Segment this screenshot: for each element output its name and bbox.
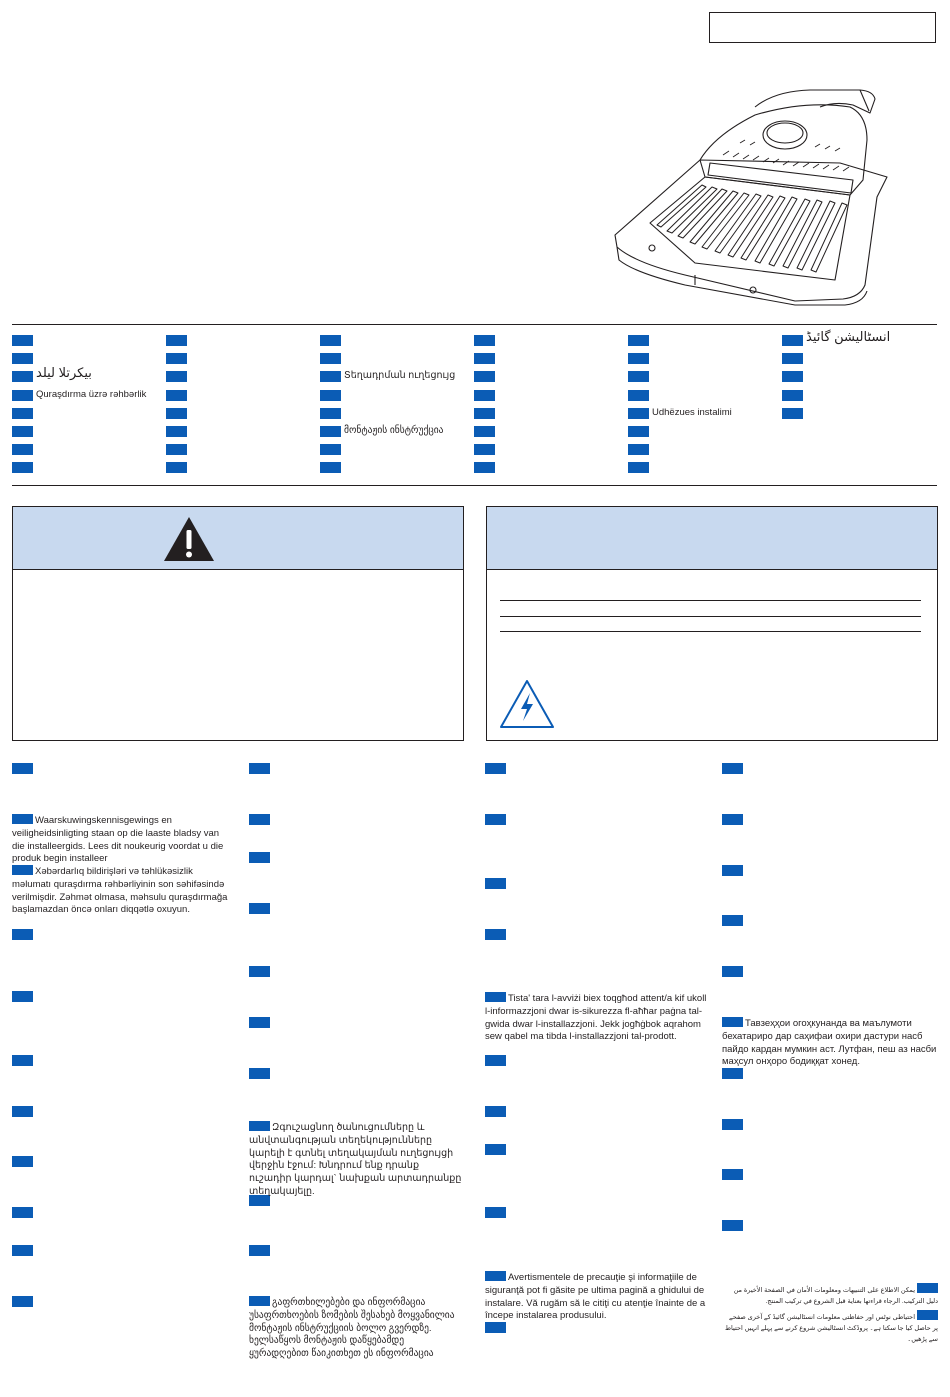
language-code-badge (320, 390, 341, 401)
language-code-badge (12, 353, 33, 364)
language-code-badge (917, 1283, 938, 1293)
language-code-badge (485, 1322, 506, 1333)
language-code-badge (628, 390, 649, 401)
product-code-box (709, 12, 936, 43)
language-code-badge (249, 1068, 270, 1079)
language-code-badge (12, 814, 33, 824)
language-code-badge (722, 1068, 743, 1079)
language-label: Udhëzues instalimi (652, 407, 732, 418)
language-code-badge (166, 462, 187, 473)
rule-2 (500, 616, 921, 617)
language-code-badge (782, 335, 803, 346)
language-code-badge (12, 763, 33, 774)
language-code-badge (320, 408, 341, 419)
warning-text-urdu: احتیاطی نوٹس اور حفاظتی معلومات انسٹالیشن گائیڈ کے آخری صفحے پر حاصل کیا جا سکتا ہے۔ پروڈکٹ انسٹالیشن شروع کرنے سے پہلے انہیں احتیاط سے پڑھیں۔ (722, 1310, 938, 1345)
language-code-badge (12, 865, 33, 875)
warning-text-romanian: Avertismentele de precauţie şi informaţiile de siguranţă pot fi găsite pe ultima pagină a ghidului de instalare. Vă rugăm să le citiţi cu atenţie înainte de a începe instalarea produsului. (485, 1272, 706, 1322)
language-code-badge (12, 462, 33, 473)
language-code-badge (320, 426, 341, 437)
language-code-badge (12, 1106, 33, 1117)
product-illustration (605, 85, 915, 310)
language-code-badge (782, 371, 803, 382)
language-code-badge (320, 462, 341, 473)
language-code-badge (722, 1017, 743, 1027)
language-label: Quraşdırma üzrə rəhbərlik (36, 389, 147, 400)
language-code-badge (628, 426, 649, 437)
divider-bottom (12, 485, 937, 486)
language-code-badge (782, 390, 803, 401)
warning-text-tajik: Тавзеҳҳои огоҳкунанда ва маълумоти бехатариро дар саҳифаи охири дастури насб пайдо кардан мумкин аст. Лутфан, пеш аз насби маҳсул онҳоро бодиққат хонед. (722, 1018, 937, 1068)
language-code-badge (485, 814, 506, 825)
language-code-badge (166, 426, 187, 437)
language-code-badge (917, 1310, 938, 1320)
language-code-badge (12, 408, 33, 419)
language-code-badge (628, 335, 649, 346)
caution-panel (12, 506, 464, 741)
language-code-badge (485, 1271, 506, 1281)
language-code-badge (166, 371, 187, 382)
language-code-badge (628, 408, 649, 419)
language-code-badge (249, 1121, 270, 1131)
language-code-badge (628, 353, 649, 364)
language-code-badge (485, 992, 506, 1002)
language-code-badge (12, 1055, 33, 1066)
language-code-badge (249, 1296, 270, 1306)
language-code-badge (722, 1119, 743, 1130)
language-code-badge (722, 915, 743, 926)
language-code-badge (249, 852, 270, 863)
language-code-badge (12, 1207, 33, 1218)
language-code-badge (249, 1017, 270, 1028)
language-code-badge (485, 878, 506, 889)
electrical-hazard-icon (499, 679, 555, 729)
warning-text-afrikaans: Waarskuwingskennisgewings en veiligheidsinligting staan op die laaste bladsy van die installeergids. Lees dit noukeurig voordat u die produk begin installeer (12, 815, 224, 865)
language-code-badge (12, 444, 33, 455)
language-code-badge (166, 390, 187, 401)
language-label: მონტაჟის ინსტრუქცია (344, 425, 444, 436)
language-label: Տեղադրման ուղեցույց (344, 370, 456, 381)
language-code-badge (474, 462, 495, 473)
language-code-badge (166, 444, 187, 455)
language-code-badge (782, 408, 803, 419)
language-code-badge (12, 335, 33, 346)
language-code-badge (485, 763, 506, 774)
language-code-badge (320, 444, 341, 455)
language-code-badge (249, 903, 270, 914)
language-code-badge (722, 814, 743, 825)
language-code-badge (12, 1296, 33, 1307)
language-code-badge (12, 390, 33, 401)
caution-panel-header (13, 507, 463, 570)
language-code-badge (249, 1245, 270, 1256)
warning-text-georgian: გაფრთხილებები და ინფორმაცია უსაფრთხოების ზომების შესახებ მოყვანილია მონტაჟის ინსტრუქციის ბოლო გვერდზე. ხელსაწყოს მონტაჟის დაწყებამდე ყურადღებით წაიკითხეთ ეს ინფორმაცია (249, 1297, 455, 1360)
language-code-badge (166, 353, 187, 364)
language-code-badge (12, 1245, 33, 1256)
language-label: انسٹالیشن گائیڈ (806, 329, 891, 344)
language-code-badge (722, 763, 743, 774)
warning-triangle-icon (162, 515, 216, 563)
language-code-badge (320, 371, 341, 382)
language-code-badge (12, 991, 33, 1002)
language-code-badge (320, 353, 341, 364)
divider-top (12, 324, 937, 325)
language-code-badge (12, 371, 33, 382)
safety-panel-header (487, 507, 937, 570)
language-code-badge (722, 865, 743, 876)
language-code-badge (474, 335, 495, 346)
language-code-badge (628, 444, 649, 455)
language-code-badge (166, 335, 187, 346)
language-code-badge (782, 353, 803, 364)
language-code-badge (485, 1144, 506, 1155)
language-code-badge (485, 1106, 506, 1117)
language-code-badge (12, 929, 33, 940)
warning-text-maltese: Tista' tara l-avviżi biex toqgħod attent/a kif ukoll l-informazzjoni dwar is-sikurezza fl-aħħar paġna tal-gwida dwar l-installazzjoni. Jekk jogħġbok aqrahom sew qabel ma tibda l-installazzjoni tal-prodott. (485, 993, 707, 1043)
language-code-badge (474, 371, 495, 382)
language-code-badge (474, 353, 495, 364)
language-code-badge (485, 1055, 506, 1066)
warning-text-armenian: Զգուշացնող ծանուցումները և անվտանգության տեղեկությունները կարելի է գտնել տեղակայման ուղեցույցի վերջին էջում: Խնդրում ենք դրանք ուշադիր կարդալ` նախքան արտադրանքը տեղակայելը. (249, 1122, 462, 1197)
language-code-badge (628, 462, 649, 473)
warning-text-azerbaijani: Xəbərdarlıq bildirişləri və təhlükəsizlik məlumatı quraşdırma rəhbərliyinin son səhifəsində verilmişdir. Zəhmət olmasa, məhsulu quraşdırmağa başlamazdan öncə onları diqqətlə oxuyun. (12, 866, 228, 916)
language-code-badge (474, 408, 495, 419)
language-code-badge (166, 408, 187, 419)
language-code-badge (722, 1220, 743, 1231)
language-code-badge (249, 763, 270, 774)
language-code-badge (474, 444, 495, 455)
language-code-badge (485, 1207, 506, 1218)
language-code-badge (320, 335, 341, 346)
language-code-badge (249, 814, 270, 825)
safety-panel (486, 506, 938, 741)
language-code-badge (474, 390, 495, 401)
rule-3 (500, 631, 921, 632)
warning-text-arabic: يمكن الاطلاع على التنبيهات ومعلومات الأمان في الصفحة الأخيرة من دليل التركيب. الرجاء قراءتها بعناية قبل الشروع في تركيب المنتج. (722, 1283, 938, 1307)
language-code-badge (12, 426, 33, 437)
language-code-badge (249, 966, 270, 977)
rule-1 (500, 600, 921, 601)
language-code-badge (485, 929, 506, 940)
language-code-badge (628, 371, 649, 382)
language-code-badge (12, 1156, 33, 1167)
language-label: بیکرتلا لیلد (36, 365, 92, 380)
language-code-badge (474, 426, 495, 437)
language-code-badge (722, 966, 743, 977)
language-code-badge (722, 1169, 743, 1180)
